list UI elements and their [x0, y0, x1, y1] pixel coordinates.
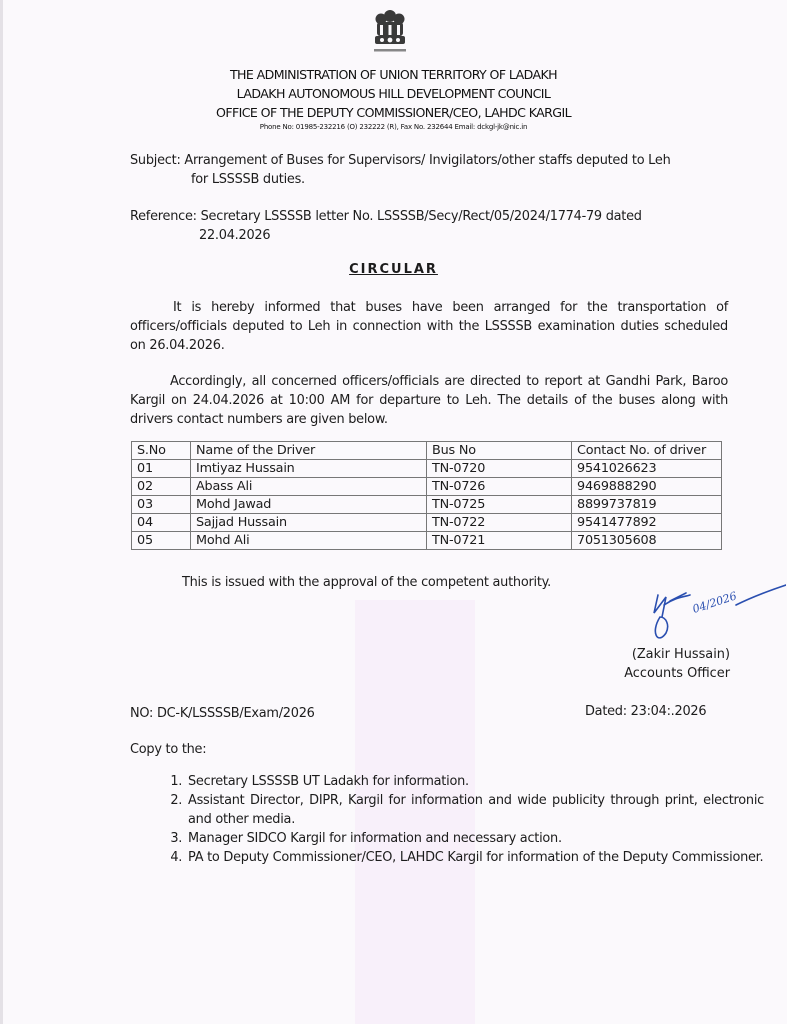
bus-details-table: [131, 441, 722, 550]
cell-bus-no: TN-0725: [427, 496, 572, 514]
cell-driver-name: Mohd Jawad: [191, 496, 427, 514]
table-row: [132, 496, 722, 514]
header-line-council: LADAKH AUTONOMOUS HILL DEVELOPMENT COUNCIL: [236, 86, 551, 101]
subject-text-2: for LSSSSB duties.: [191, 172, 305, 187]
table-row: [132, 478, 722, 496]
cell-sno: 02: [132, 478, 191, 496]
cell-sno: 05: [132, 532, 191, 550]
header-line-office: OFFICE OF THE DEPUTY COMMISSIONER/CEO, LAHDC KARGIL: [216, 105, 571, 120]
cell-contact: 9541026623: [572, 460, 722, 478]
table-row: [132, 514, 722, 532]
state-emblem-icon: [366, 6, 414, 58]
header-sno: S.No: [132, 442, 191, 460]
table-row: [132, 460, 722, 478]
reference-label: Reference:: [130, 209, 197, 224]
table-row: [132, 532, 722, 550]
cell-contact: 9541477892: [572, 514, 722, 532]
cell-bus-no: TN-0726: [427, 478, 572, 496]
cell-bus-no: TN-0722: [427, 514, 572, 532]
signer-designation: Accounts Officer: [624, 666, 730, 681]
copy-to-label: Copy to the:: [130, 742, 207, 757]
list-item: 2. Assistant Director, DIPR, Kargil for information and wide publicity through print, electronic and other media.: [186, 791, 764, 829]
signer-name: (Zakir Hussain): [631, 647, 730, 662]
cell-sno: 01: [132, 460, 191, 478]
circular-title: CIRCULAR: [349, 262, 438, 277]
cell-bus-no: TN-0721: [427, 532, 572, 550]
subject-block: [130, 151, 730, 189]
header-contact: Contact No. of driver: [572, 442, 722, 460]
header-line-administration: THE ADMINISTRATION OF UNION TERRITORY OF LADAKH: [229, 67, 558, 82]
cell-contact: 7051305608: [572, 532, 722, 550]
subject-label: Subject:: [130, 153, 181, 168]
paragraph-intro: It is hereby informed that buses have been arranged for the transportation of officers/officials deputed to Leh in connection with the LSSSSB examination duties scheduled on 26.04.2026.: [130, 300, 728, 353]
header-contact: Phone No: 01985-232216 (O) 232222 (R), Fax No. 232644 Email: dckgl-jk@nic.in: [259, 123, 528, 131]
scan-edge: [0, 0, 3, 1024]
handwritten-signature-icon: [636, 583, 786, 643]
cell-contact: 9469888290: [572, 478, 722, 496]
reference-text-2: 22.04.2026: [199, 228, 271, 243]
cell-sno: 03: [132, 496, 191, 514]
paragraph-instructions: Accordingly, all concerned officers/officials are directed to report at Gandhi Park, Baroo Kargil on 24.04.2026 at 10:00 AM for departure to Leh. The details of the buses along with drivers contact numbers are given below.: [130, 374, 728, 427]
document-number: NO: DC-K/LSSSSB/Exam/2026: [130, 706, 315, 721]
copy-to-list: [150, 772, 764, 867]
list-item: 4. PA to Deputy Commissioner/CEO, LAHDC Kargil for information of the Deputy Commissioner.: [186, 848, 764, 867]
subject-text-1: Arrangement of Buses for Supervisors/ Invigilators/other staffs deputed to Leh: [184, 153, 671, 168]
cell-driver-name: Abass Ali: [191, 478, 427, 496]
cell-driver-name: Imtiyaz Hussain: [191, 460, 427, 478]
table-header-row: [132, 442, 722, 460]
reference-block: [130, 207, 730, 245]
cell-driver-name: Mohd Ali: [191, 532, 427, 550]
reference-text-1: Secretary LSSSSB letter No. LSSSSB/Secy/Rect/05/2024/1774-79 dated: [200, 209, 642, 224]
header-bus-no: Bus No: [427, 442, 572, 460]
cell-contact: 8899737819: [572, 496, 722, 514]
list-item: 3. Manager SIDCO Kargil for information and necessary action.: [186, 829, 764, 848]
cell-sno: 04: [132, 514, 191, 532]
cell-driver-name: Sajjad Hussain: [191, 514, 427, 532]
signature-date: 04/2026: [690, 589, 739, 616]
document-date: Dated: 23:04:.2026: [585, 704, 707, 719]
cell-bus-no: TN-0720: [427, 460, 572, 478]
approval-note: This is issued with the approval of the competent authority.: [182, 575, 552, 590]
list-item: 1. Secretary LSSSSB UT Ladakh for information.: [186, 772, 764, 791]
header-driver-name: Name of the Driver: [191, 442, 427, 460]
